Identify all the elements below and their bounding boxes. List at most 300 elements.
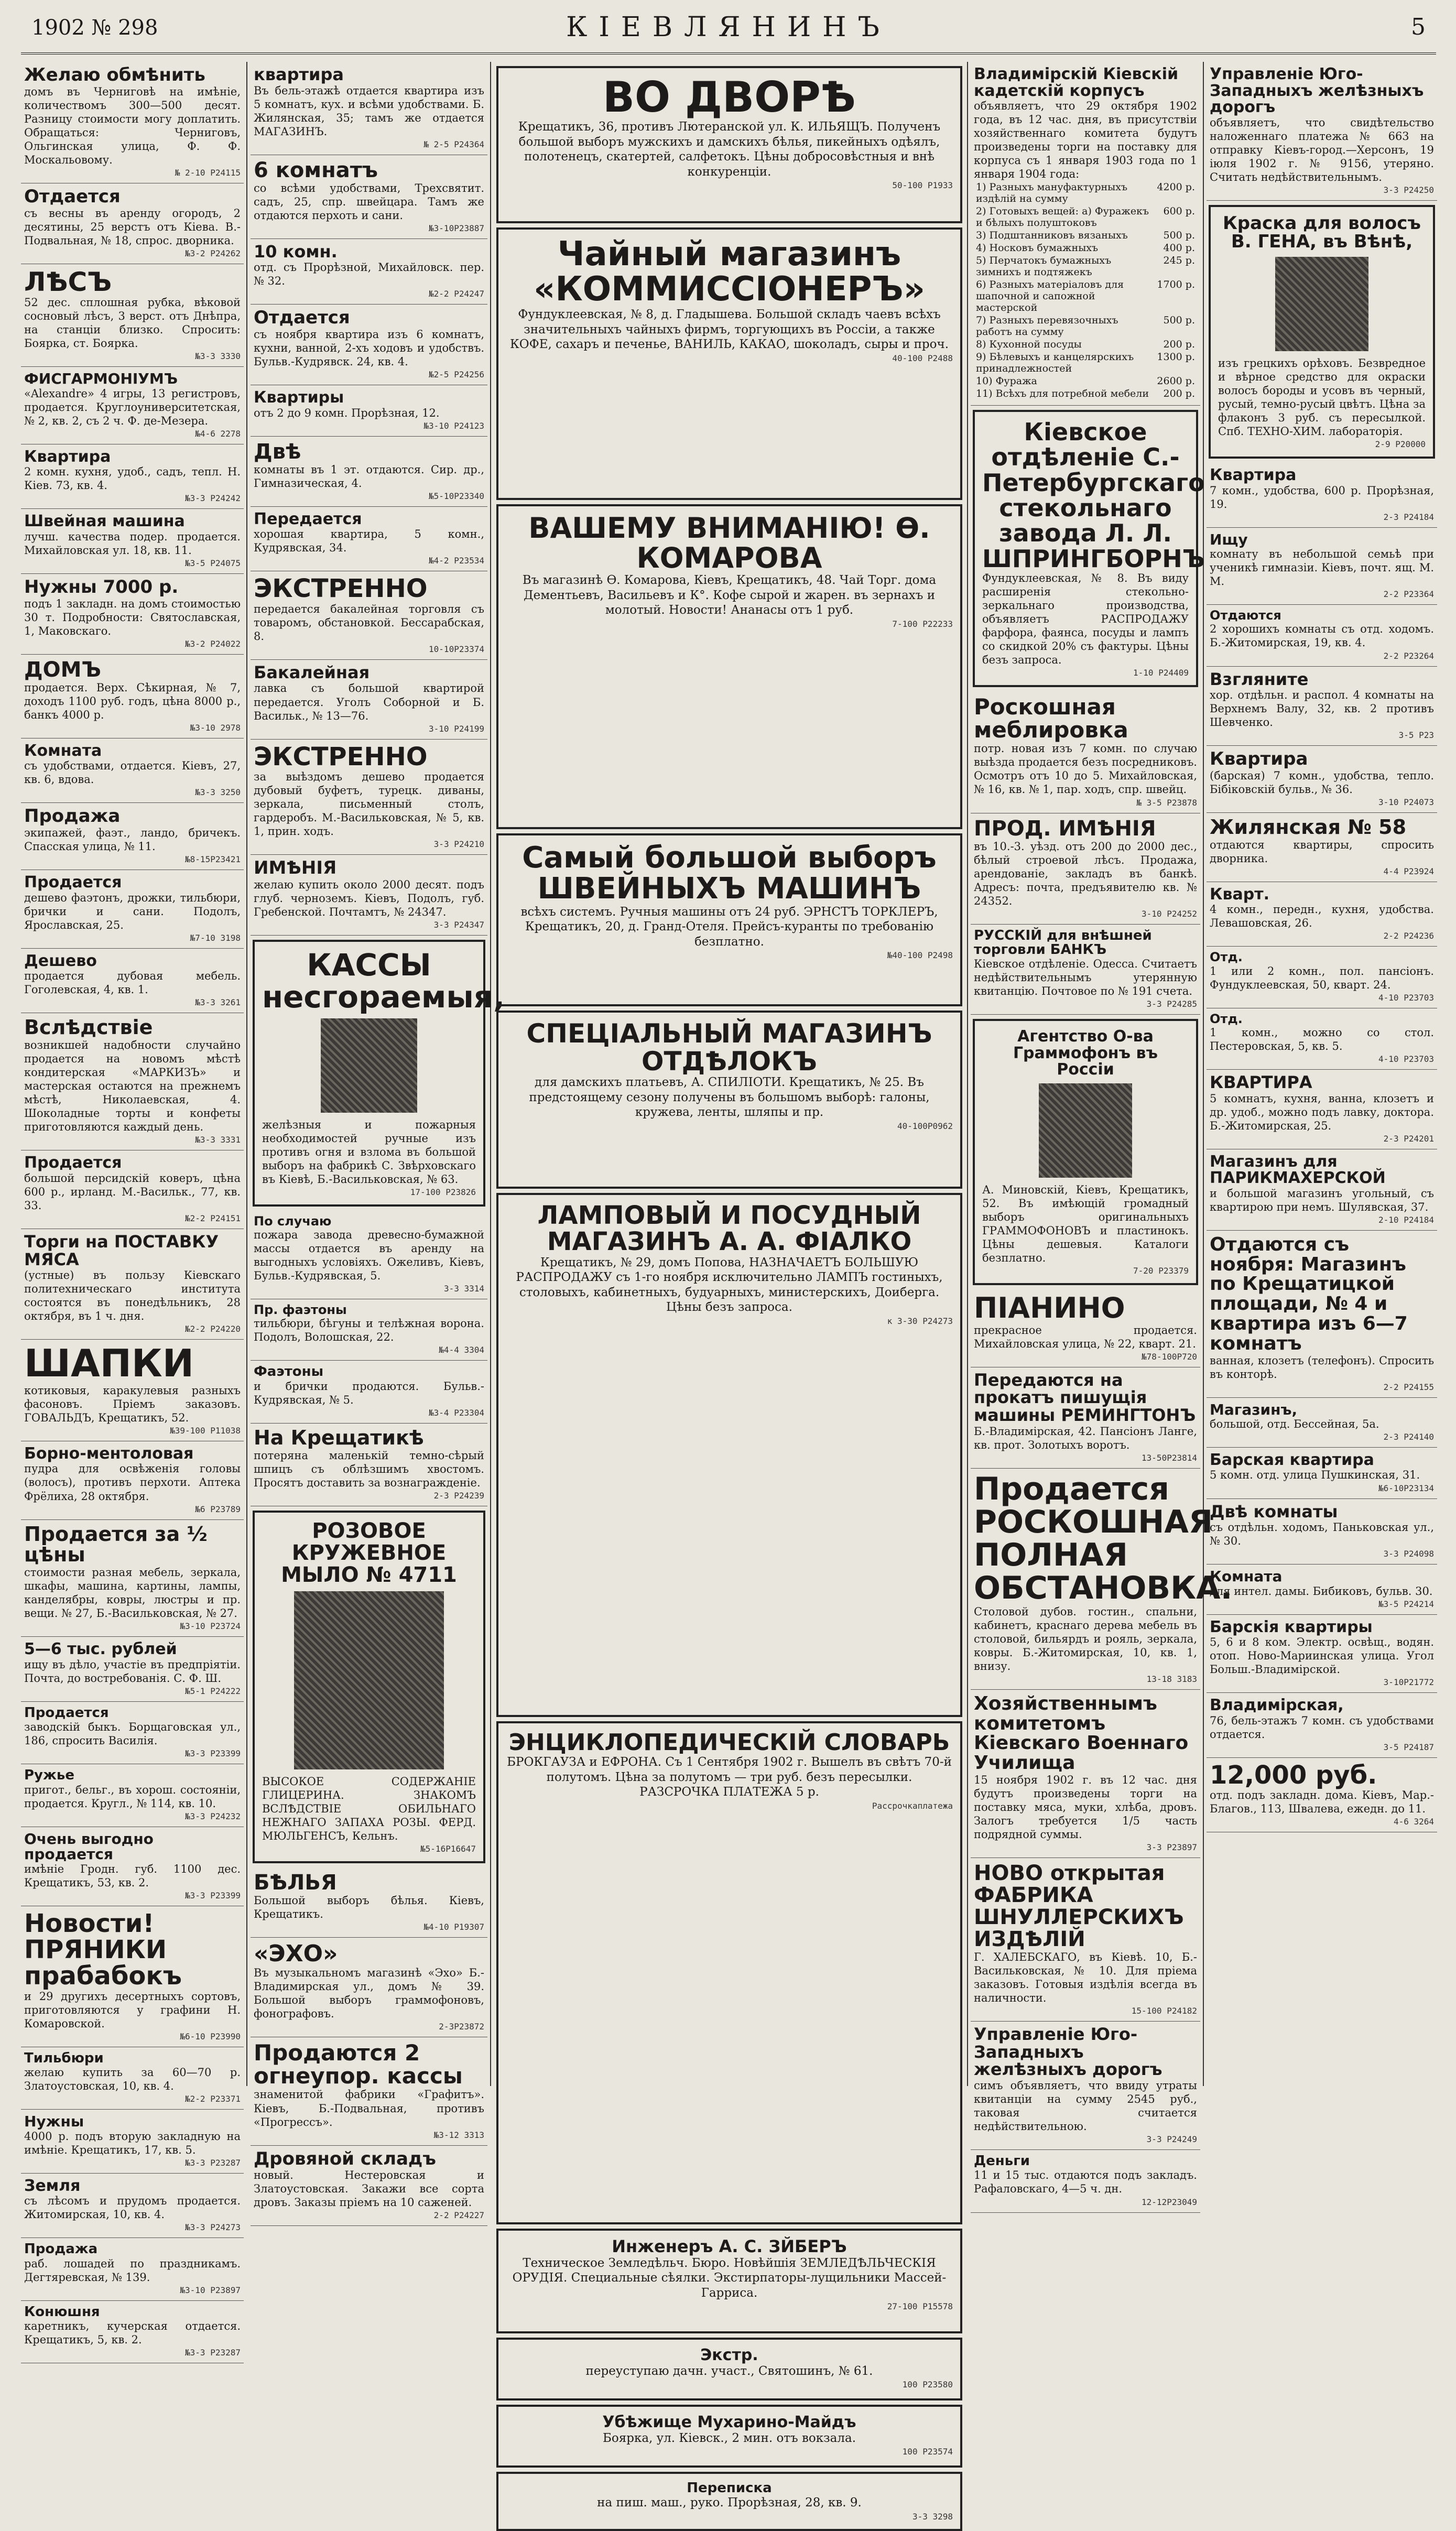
ad-text: желѣзныя и пожарныя необходимостей ручные изъ противъ огня и взлома въ большой выборъ на фабрикѣ С. Звѣрховскаго въ Кіевѣ, Б.-Васильковская, № 63.: [262, 1118, 476, 1186]
price-row: [974, 387, 1197, 400]
column-2: [251, 62, 505, 2221]
ad-reference-code: 3-3 Р24249: [1146, 2134, 1197, 2145]
col1-ad: [21, 183, 244, 264]
ad-heading: Земля: [24, 2176, 81, 2195]
ad-reference-code: 2-3 Р24140: [1383, 1431, 1434, 1442]
ad-illustration: [1039, 1083, 1132, 1178]
ad-heading: квартира: [254, 64, 344, 84]
ad-heading: Тильбюри: [24, 2050, 104, 2066]
ad-reference-code: №3-10 Р23724: [180, 1621, 241, 1632]
col1-ad: [21, 574, 244, 655]
ad-reference-code: 12-12Р23049: [1142, 2197, 1197, 2207]
price-row: [974, 205, 1197, 229]
ad-text: на пиш. маш., руко. Прорѣзная, 28, кв. 9.: [597, 2496, 862, 2510]
col2-ad: [251, 2146, 487, 2226]
ad-heading: Передается: [254, 509, 362, 528]
col1-ad: [21, 1150, 244, 1229]
ad-reference-code: №3-3 3331: [195, 1135, 241, 1145]
ad-heading: Швейная машина: [24, 512, 185, 531]
ad-text: съ отдѣльн. ходомъ, Паньковская ул., № 30.: [1210, 1521, 1434, 1548]
ad-heading: Квартира: [24, 447, 111, 466]
col1-ad: [21, 509, 244, 574]
price-item: 7) Разныхъ перевязочныхъ работъ на сумму: [976, 314, 1118, 338]
ad-text: отд. съ Прорѣзной, Михайловск. пер. № 32.: [254, 261, 484, 288]
col3-ad: [496, 2229, 962, 2333]
col5-ad: [1207, 1758, 1437, 1832]
ad-heading: Бакалейная: [254, 662, 370, 682]
ad-text: БРОКГАУЗА и ЕФРОНА. Съ 1 Сентября 1902 г. Вышелъ въ свѣтъ 70-й полутомъ. Цѣна за полутомъ — три руб. безъ пересылки. РАЗСРОЧКА ПЛАТЕЖА 5 р.: [507, 1755, 952, 1799]
ad-text: подъ 1 закладн. на домъ стоимостью 30 т. Подробности: Святославская, 1, Маковскаго.: [24, 597, 241, 637]
ad-text: желаю купить около 2000 десят. подъ глуб. черноземъ. Кіевъ, Подолъ, губ. Гребенской. Почтамтъ, № 24347.: [254, 878, 484, 918]
price-item: 11) Всѣхъ для потребной мебели: [976, 388, 1149, 400]
col2-ad: [251, 1361, 487, 1423]
ad-text: Боярка, ул. Кіевск., 2 мин. отъ вокзала.: [602, 2431, 856, 2445]
price-item: 10) Фуража: [976, 375, 1037, 387]
col3-ad: [496, 504, 962, 829]
col1-ad: [21, 1340, 244, 1441]
col2-ad: [251, 855, 487, 936]
ad-heading: ЛАМПОВЫЙ И ПОСУДНЫЙ МАГАЗИНЪ А. А. ФІАЛКО: [537, 1201, 921, 1257]
ad-text: (барская) 7 комн., удобства, тепло. Бібіковскій бульв., № 36.: [1210, 769, 1434, 796]
ad-text: 1 комн., можно со стол. Пестеровская, 5, кв. 5.: [1210, 1026, 1434, 1052]
ad-heading: Новости! ПРЯНИКИ прабабокъ: [24, 1908, 182, 1991]
ad-heading: ВО ДВОРѢ: [603, 73, 856, 122]
ad-reference-code: №6-10 Р23990: [180, 2031, 241, 2041]
ad-text: комнаты въ 1 эт. отдаются. Сир. др., Гимназическая, 4.: [254, 463, 484, 490]
ad-reference-code: №4-4 3304: [439, 1345, 484, 1355]
col1-ad: [21, 2110, 244, 2173]
ad-text: возникшей надобности случайно продается на новомъ мѣстѣ кондитерская «МАРКИЗЪ» и мастерская остаются на прежнемъ мѣстѣ, Николаевская, 4. Шоколадные торты и конфеты приготовляются каждый день.: [24, 1039, 241, 1134]
ad-text: и брички продаются. Бульв.-Кудрявская, № 5.: [254, 1379, 484, 1406]
price-row: [974, 351, 1197, 375]
ad-heading: ИМѢНІЯ: [254, 857, 337, 879]
col1-ad: [21, 1702, 244, 1764]
ad-text: Большой выборъ бѣлья. Кіевъ, Крещатикъ.: [254, 1894, 484, 1920]
col3-ad: [496, 833, 962, 1006]
ad-heading: Кварт.: [1210, 885, 1270, 904]
ad-text: и большой магазинъ угольный, съ квартирою при немъ. Шулявская, 37.: [1210, 1187, 1434, 1213]
ad-reference-code: 3-3 Р24210: [433, 839, 484, 850]
ad-heading: Продажа: [24, 2241, 98, 2257]
ad-text: и 29 другихъ десертныхъ сортовъ, приготовляются у графини Н. Комаровской.: [24, 1990, 241, 2030]
ad-reference-code: 3-3 3314: [443, 1284, 484, 1294]
ad-heading: Дешево: [24, 951, 97, 970]
col3-ad: [496, 1193, 962, 1717]
ad-reference-code: №3-10 Р23897: [180, 2285, 241, 2295]
ad-reference-code: 10-10Р23374: [429, 644, 484, 654]
ad-reference-code: 3-5 Р24187: [1383, 1742, 1434, 1752]
col1-ad: [21, 2238, 244, 2300]
ad-reference-code: №3-3 Р23287: [185, 2347, 241, 2358]
ad-reference-code: 2-3 Р24184: [1383, 512, 1434, 522]
ad-reference-code: №78-100Р720: [1142, 1351, 1197, 1362]
ad-reference-code: 3-3 Р24250: [1383, 184, 1434, 195]
ad-heading: Роскошная меблировка: [974, 694, 1128, 743]
ad-reference-code: №3-10Р23887: [429, 223, 484, 233]
col1-ad: [21, 1764, 244, 1827]
ad-reference-code: №3-5 Р24214: [1378, 1599, 1434, 1609]
col5-ad: [1207, 62, 1437, 201]
ad-heading: ДОМЪ: [24, 657, 102, 682]
col5-ad: [1207, 1448, 1437, 1499]
ad-reference-code: №5-1 Р24222: [185, 1686, 241, 1696]
ad-reference-code: 50-100 Р1933: [892, 180, 953, 191]
ad-text: 7 комн., удобства, 600 р. Прорѣзная, 19.: [1210, 484, 1434, 510]
price-value: 1700 р.: [1157, 279, 1195, 291]
ad-heading: Чайный магазинъ «КОММИССІОНЕРЪ»: [534, 235, 925, 309]
ad-reference-code: 1-10 Р24409: [1133, 668, 1189, 678]
col1-ad: [21, 1906, 244, 2047]
ad-reference-code: №6-10Р23134: [1378, 1483, 1434, 1493]
ad-heading: ШАПКИ: [24, 1341, 194, 1386]
ad-text: хорошая квартира, 5 комн., Кудрявская, 34.: [254, 528, 484, 555]
col5-ad: [1207, 882, 1437, 947]
col1-ad: [21, 1637, 244, 1702]
ad-heading: Торги на ПОСТАВКУ МЯСА: [24, 1231, 219, 1269]
ad-text: тильбюри, бѣгуны и телѣжная ворона. Подолъ, Волошская, 22.: [254, 1317, 484, 1344]
col5-ad: [1207, 1615, 1437, 1693]
col4-ad: [971, 1289, 1200, 1367]
col1-ad: [21, 264, 244, 367]
price-item: 2) Готовыхъ вещей: а) Фуражекъ и бѣлыхъ полуштоковъ: [976, 205, 1149, 229]
col5-ad: [1207, 1398, 1437, 1448]
ad-text: Въ магазинѣ Ѳ. Комарова, Кіевъ, Крещатикъ, 48. Чай Торг. дома Дементьевъ, Васильевъ и К°. Кофе сырой и жарен. въ зернахъ и молотый. Новости! Ананасы отъ 1 руб.: [522, 573, 937, 617]
col4-ad: [971, 62, 1200, 406]
ad-heading: ЭКСТРЕННО: [254, 742, 428, 772]
column-3: [494, 62, 964, 2522]
ad-heading: Деньги: [974, 2153, 1030, 2169]
ad-heading: Квартира: [1210, 748, 1308, 770]
col4-ad: [973, 1019, 1198, 1285]
ad-heading: Двѣ: [254, 439, 301, 464]
col2-ad: [251, 1211, 487, 1299]
ad-text: ВЫСОКОЕ СОДЕРЖАНІЕ ГЛИЦЕРИНА. ЗНАКОМЪ ВСЛѢДСТВІЕ ОБИЛЬНАГО НЕЖНАГО ЗАПАХА РОЗЫ. ФЕРД. МЮЛЬГЕНСЪ, Кельнъ.: [262, 1775, 476, 1842]
ad-heading: СПЕЦІАЛЬНЫЙ МАГАЗИНЪ ОТДѢЛОКЪ: [526, 1018, 932, 1077]
col4-ad: [971, 691, 1200, 813]
ad-heading: Инженеръ А. С. ЗЙБЕРЪ: [612, 2236, 847, 2256]
ad-text: 4 комн., передн., кухня, удобства. Левашовская, 26.: [1210, 903, 1434, 930]
ad-text: изъ грецкихъ орѣховъ. Безвредное и вѣрное средство для окраски волосъ бороды и усовъ въ черный, русый, темно-русый цвѣтъ. Цѣна за флаконъ 3 руб. съ пересылкой. Спб. ТЕХНО-ХИМ. лабораторія.: [1218, 357, 1426, 438]
ad-reference-code: 4-10 Р23703: [1378, 1053, 1434, 1064]
col5-ad: [1207, 1008, 1437, 1070]
ad-reference-code: 3-3 Р24098: [1383, 1549, 1434, 1559]
col3-ad: [496, 2405, 962, 2468]
ad-heading: Самый большой выборъ ШВЕЙНЫХЪ МАШИНЪ: [522, 841, 937, 906]
ad-reference-code: №2-5 Р24256: [429, 370, 484, 380]
ad-heading: ВАШЕМУ ВНИМАНІЮ! Ѳ. КОМАРОВА: [528, 512, 930, 574]
ad-text: Крещатикъ, 36, противъ Лютеранской ул. К. ИЛЬЯЩЪ. Полученъ большой выборъ мужскихъ и дамскихъ бѣлья, пикейныхъ одѣялъ, полотенецъ, скатертей, салфетокъ. Цѣны добросовѣстныя и внѣ конкуренціи.: [518, 120, 941, 179]
ad-text: отдаются квартиры, спросить дворника.: [1210, 838, 1434, 865]
ad-reference-code: 2-2 Р24236: [1383, 931, 1434, 941]
col4-ad: [973, 410, 1205, 687]
ad-reference-code: №3-10 Р24123: [423, 420, 484, 431]
ad-reference-code: 2-3Р23872: [439, 2022, 484, 2032]
ad-heading: Очень выгодно продается: [24, 1830, 154, 1863]
ad-heading: Двѣ комнаты: [1210, 1501, 1338, 1522]
ad-heading: Магазинъ,: [1210, 1400, 1298, 1418]
col4-ad: [971, 1858, 1200, 2022]
ad-text: Фундуклеевская, № 8. Въ виду расширенія стекольно-зеркальнаго производства, объявляетъ РАСПРОДАЖУ фарфора, фаянса, посуды и лампъ со скидкой 20% съ фактуры. Цѣны безъ запроса.: [982, 571, 1189, 667]
col5-ad: [1207, 746, 1437, 813]
ad-heading: Комната: [1210, 1568, 1283, 1585]
ad-reference-code: №3-2 Р24262: [185, 248, 241, 258]
ad-reference-code: №3-3 3250: [195, 787, 241, 798]
ad-heading: РОЗОВОЕ КРУЖЕВНОЕ МЫЛО № 4711: [281, 1518, 457, 1587]
ad-reference-code: № 3-5 Р23878: [1136, 797, 1197, 808]
ad-heading: Кіевское отдѣленіе С.-Петербургскаго стекольнаго завода Л. Л. ШПРИНГБОРНЪ: [982, 418, 1205, 573]
ad-heading: НОВО открытая ФАБРИКА ШНУЛЛЕРСКИХЪ ИЗДѢЛІЙ: [974, 1861, 1184, 1952]
col5-ad: [1207, 463, 1437, 528]
col5-ad: [1207, 1231, 1437, 1398]
col2-ad: [251, 660, 487, 740]
price-row: [974, 338, 1197, 351]
ad-text: А. Миновскій, Кіевъ, Крещатикъ, 52. Въ имѣющій громадный выборъ оригинальныхъ ГРАММОФОНОВЪ и пластинокъ. Цѣны дешевыя. Каталоги безплатно.: [982, 1183, 1189, 1264]
ad-heading: ФИСГАРМОНІУМЪ: [24, 370, 178, 388]
newspaper-title: КІЕВЛЯНИНЪ: [566, 12, 891, 43]
ad-heading: ПІАНИНО: [974, 1291, 1125, 1325]
col1-ad: [21, 738, 244, 803]
ad-text: 5, 6 и 8 ком. Электр. освѣщ., водян. отоп. Ново-Мариинская улица. Угол Больш.-Владимірской.: [1210, 1636, 1434, 1676]
page-number: 5: [1411, 14, 1426, 40]
col5-ad: [1207, 1693, 1437, 1758]
col1-ad: [21, 949, 244, 1014]
ad-text: симъ объявляетъ, что ввиду утраты квитанціи на сумму 2545 руб., таковая считается недѣйствительною.: [974, 2079, 1197, 2133]
ad-reference-code: №3-3 Р24232: [185, 1811, 241, 1821]
ad-heading: На Крещатикѣ: [254, 1426, 424, 1449]
ad-heading: Ищу: [1210, 530, 1248, 548]
ad-text: отъ 2 до 9 комн. Прорѣзная, 12.: [254, 406, 440, 419]
ad-heading: Убѣжище Мухарино-Майдъ: [602, 2413, 856, 2431]
col1-ad: [21, 803, 244, 870]
ad-heading: Краска для волосъ В. ГЕНА, въ Вѣнѣ,: [1223, 212, 1421, 253]
ad-text: передается бакалейная торговля съ товаромъ, обстановкой. Бессарабская, 8.: [254, 602, 484, 643]
ad-heading: Отдается: [24, 186, 121, 207]
ad-heading: Управленіе Юго-Западныхъ желѣзныхъ дорогъ: [974, 2024, 1162, 2080]
ad-text: ванная, клозетъ (телефонъ). Спросить въ конторѣ.: [1210, 1354, 1434, 1381]
ad-text: потеряна маленькій темно-сѣрый шпицъ съ облѣзшимъ хвостомъ. Просятъ доставить за вознагражденіе.: [254, 1449, 484, 1489]
col5-ad: [1207, 528, 1437, 605]
ad-reference-code: №5-16Р16647: [420, 1843, 476, 1854]
ad-reference-code: №4-2 Р23534: [429, 556, 484, 566]
price-value: 200 р.: [1163, 388, 1195, 400]
ad-reference-code: 7-20 Р23379: [1133, 1266, 1189, 1276]
ad-reference-code: №3-4 Р23304: [429, 1407, 484, 1418]
ad-text: въ 10.-3. уѣзд. отъ 200 до 2000 дес., бѣлый строевой лѣсъ. Продажа, арендованіе, закладъ въ банкѣ. Адресъ: почта, предъявителю кв. № 24352.: [974, 840, 1197, 907]
col1-ad: [21, 1827, 244, 1906]
col4-ad: [971, 2150, 1200, 2212]
ad-reference-code: 100 Р23574: [902, 2447, 953, 2457]
ad-text: 5 комнатъ, кухня, ванна, клозетъ и др. удоб., можно подъ лавку, доктора. Б.-Житомирская, 25.: [1210, 1092, 1434, 1132]
col5-ad: [1207, 605, 1437, 666]
ad-text: Г. ХАЛЕБСКАГО, въ Кіевѣ. 10, Б.-Васильковская, № 10. Для пріема заказовъ. Готовыя издѣлія всегда въ наличности.: [974, 1951, 1197, 2005]
ad-text: заводскій быкъ. Борщаговская ул., 186, спросить Василія.: [24, 1721, 241, 1747]
ad-heading: Продается РОСКОШНАЯ ПОЛНАЯ ОБСТАНОВКА.: [974, 1470, 1233, 1606]
ad-heading: Желаю обмѣнить: [24, 64, 205, 85]
ad-heading: Продается: [24, 1154, 122, 1172]
ad-heading: Взгляните: [1210, 669, 1309, 689]
price-row: [974, 375, 1197, 387]
masthead: [21, 0, 1436, 55]
ad-text: съ ноября квартира изъ 6 комнатъ, кухни, ванной, 2-хъ ходовъ и удобствъ. Бульв.-Кудрявск. 24, кв. 4.: [254, 328, 484, 368]
ad-reference-code: №2-2 Р23371: [185, 2094, 241, 2104]
col5-ad: [1207, 1565, 1437, 1614]
ad-heading: Управленіе Юго-Западныхъ желѣзныхъ дорогъ: [1210, 65, 1424, 116]
ad-heading: Переписка: [687, 2480, 772, 2496]
ad-text: 2 комн. кухня, удоб., садъ, тепл. Н. Кіев. 73, кв. 4.: [24, 465, 241, 492]
ad-heading: РУССКІЙ для внѣшней торговли БАНКЪ: [974, 927, 1152, 958]
price-value: 245 р.: [1163, 255, 1195, 267]
col2-ad: [253, 1511, 485, 1863]
col1-ad: [21, 367, 244, 444]
ad-text: домъ въ Черниговѣ на имѣніе, количествомъ 300—500 десят. Разницу стоимости могу доплатить. Обращаться: Черниговъ, Ольгинская улица, Ф. Ф. Москальовому.: [24, 85, 241, 166]
col1-ad: [21, 1229, 244, 1340]
ad-reference-code: №3-3 Р24242: [185, 493, 241, 504]
price-value: 500 р.: [1163, 314, 1195, 327]
ad-text: съ удобствами, отдается. Кіевъ, 27, кв. 6, вдова.: [24, 759, 241, 786]
price-item: 8) Кухонной посуды: [976, 339, 1082, 351]
col5-ad: [1207, 1499, 1437, 1565]
ad-heading: КВАРТИРА: [1210, 1072, 1312, 1092]
ad-heading: Квартиры: [254, 388, 344, 407]
price-item: 3) Подштанниковъ вязаныхъ: [976, 230, 1128, 242]
price-row: [974, 278, 1197, 314]
column-1: [21, 62, 244, 2358]
ad-reference-code: 3-10 Р24252: [1142, 908, 1197, 919]
ad-text: со всѣми удобствами, Трехсвятит. садъ, 25, спр. швейцара. Тамъ же отдаются перхоть и сани.: [254, 181, 484, 222]
ad-text: пригот., бельг., въ хорош. состояніи, продается. Кругл., № 114, кв. 10.: [24, 1783, 241, 1810]
ad-reference-code: 13-50Р23814: [1142, 1452, 1197, 1463]
ad-heading: Продается: [24, 1705, 109, 1721]
col2-ad: [251, 155, 487, 239]
ad-heading: Квартира: [1210, 466, 1297, 485]
price-value: 1300 р.: [1157, 351, 1195, 363]
ad-text: 11 и 15 тыс. отдаются подъ закладъ. Рафаловскаго, 4—5 ч. дн.: [974, 2169, 1197, 2196]
ad-heading: Отдаются съ ноября: Магазинъ по Крещатицкой площади, № 4 и квартира изъ 6—7 комнатъ: [1210, 1233, 1408, 1354]
ad-heading: Агентство О-ва Граммофонъ въ Россіи: [1013, 1027, 1158, 1079]
ad-reference-code: 2-2 Р23364: [1383, 589, 1434, 600]
ad-text: каретникъ, кучерская отдается. Крещатикъ, 5, кв. 2.: [24, 2319, 241, 2346]
col4-ad: [971, 1690, 1200, 1858]
ad-reference-code: 13-18 3183: [1146, 1674, 1197, 1684]
ad-illustration: [1275, 257, 1368, 351]
col1-ad: [21, 1520, 244, 1637]
ad-text: 52 дес. сплошная рубка, вѣковой сосновый лѣсъ, 3 верст. отъ Днѣпра, на станціи близко. Спросить: Боярка, ст. Боярка.: [24, 296, 241, 350]
price-row: [974, 242, 1197, 254]
ad-text: Техническое Земледѣльч. Бюро. Новѣйшія ЗЕМЛЕДѢЛЬЧЕСКІЯ ОРУДІЯ. Специальные сѣялки. Экстирпаторы-лущильники Массей-Гарриса.: [512, 2256, 947, 2300]
ad-text: 15 ноября 1902 г. въ 12 час. дня будутъ произведены торги на поставку мяса, муки, хлѣба, дровъ. Залогъ требуется 1/5 часть подрядной суммы.: [974, 1773, 1197, 1841]
ad-heading: По случаю: [254, 1213, 332, 1229]
ad-heading: Фаэтоны: [254, 1364, 324, 1380]
col2-ad: [251, 239, 487, 305]
col4-ad: [971, 1367, 1200, 1469]
ad-reference-code: №3-2 Р24022: [185, 638, 241, 649]
ad-heading: Отдаются: [1210, 608, 1281, 623]
ad-heading: Продажа: [24, 806, 121, 827]
ad-heading: ЭНЦИКЛОПЕДИЧЕСКІЙ СЛОВАРЬ: [508, 1729, 950, 1756]
ad-text: продается дубовая мебель. Гоголевская, 4, кв. 1.: [24, 970, 241, 996]
price-row: [974, 181, 1197, 205]
ad-text: лучш. качества подер. продается. Михайловская ул. 18, кв. 11.: [24, 530, 241, 557]
ad-reference-code: 7-100 Р22233: [892, 618, 953, 629]
col5-ad: [1207, 1149, 1437, 1231]
ad-reference-code: 4-4 Р23924: [1383, 866, 1434, 876]
ad-text: желаю купить за 60—70 р. Златоустовская, 10, кв. 4.: [24, 2066, 241, 2093]
ad-reference-code: 2-2 Р24155: [1383, 1382, 1434, 1392]
price-value: 400 р.: [1163, 242, 1195, 254]
ad-text: Столовой дубов. гостин., спальни, кабинетъ, краснаго дерева мебель въ столовой, бильярдъ и рояль, зеркала, ковры. Б.-Житомирская, 10, кв. 1, внизу.: [974, 1605, 1197, 1672]
ad-heading: Передаются на прокатъ пишущія машины РЕМИНГТОНЪ: [974, 1370, 1196, 1425]
price-item: 5) Перчатокъ бумажныхъ зимнихъ и подтяжекъ: [976, 255, 1112, 278]
ad-reference-code: № 2-10 Р24115: [175, 167, 241, 178]
col2-ad: [251, 385, 487, 437]
ad-heading: Продаются 2 огнеупор. кассы: [254, 2040, 463, 2089]
ad-heading: Магазинъ для ПАРИКМАХЕРСКОЙ: [1210, 1152, 1386, 1188]
price-item: 6) Разныхъ матеріаловъ для шапочной и сапожной мастерской: [976, 279, 1124, 314]
ad-heading: Жилянская № 58: [1210, 815, 1407, 839]
col3-ad: [496, 1721, 962, 2224]
ad-text: 76, бель-этажъ 7 комн. съ удобствами отдается.: [1210, 1714, 1434, 1741]
ad-text: Б.-Владимірская, 42. Пансіонъ Ланге, кв. прот. Золотыхъ воротъ.: [974, 1425, 1197, 1451]
ad-reference-code: 4-6 3264: [1393, 1817, 1434, 1827]
ad-reference-code: 3-10 Р24073: [1378, 797, 1434, 807]
ad-reference-code: 17-100 Р23826: [410, 1187, 476, 1197]
ad-reference-code: №8-15Р23421: [185, 854, 241, 865]
ad-text: Кіевское отдѣленіе. Одесса. Считаетъ недѣйствительнымъ утерянную квитанцію. Почтовое по № 191 счета.: [974, 958, 1197, 998]
ad-heading: Нужны: [24, 2113, 84, 2131]
ad-text: отд. подъ закладн. дома. Кіевъ, Мар.-Благов., 113, Швалева, ежедн. до 11.: [1210, 1789, 1434, 1816]
ad-reference-code: №4-6 2278: [195, 428, 241, 439]
ad-text: 5 комн. отд. улица Пушкинская, 31.: [1210, 1469, 1420, 1482]
ad-text: для дамскихъ платьевъ, А. СПИЛІОТИ. Крещатикъ, № 25. Въ предстоящему сезону получены въ большомъ выборѣ: галоны, кружева, ленты, шляпы и пр.: [529, 1076, 930, 1120]
ad-heading: Пр. фаэтоны: [254, 1302, 347, 1318]
ad-heading: Отд.: [1210, 1011, 1243, 1026]
ad-text: экипажей, фаэт., ландо, бричекъ. Спасская улица, № 11.: [24, 827, 241, 853]
col1-ad: [21, 870, 244, 949]
ad-reference-code: 27-100 Р15578: [887, 2301, 953, 2312]
ad-text: пожара завода древесно-бумажной массы отдается въ аренду на выгодныхъ условіяхъ. Ожеливъ, Кіевъ, Бульв.-Кудрявская, 5.: [254, 1229, 484, 1283]
ad-text: потр. новая изъ 7 комн. по случаю выѣзда продается безъ посредниковъ. Осмотръ отъ 10 до 5. Михайловская, № 16, кв. № 1, пар. ходъ, спр. швейц.: [974, 742, 1197, 796]
ad-reference-code: 2-9 Р20000: [1375, 439, 1426, 450]
ad-text: всѣхъ системъ. Ручныя машины отъ 24 руб. ЭРНСТЪ ТОРКЛЕРЪ, Крещатикъ, 20, д. Гранд-Отеля. Прейсъ-куранты по требованію безплатно.: [520, 905, 938, 949]
ad-heading: Отдается: [254, 307, 350, 329]
col1-ad: [21, 1013, 244, 1150]
ad-reference-code: Рассрочкаплатежа: [872, 1800, 953, 1811]
ad-reference-code: №40-100 Р2498: [887, 950, 953, 961]
ad-text: объявляетъ, что 29 октября 1902 года, въ 12 час. дня, въ присутствіи хозяйственнаго комитета будутъ произведены торги на поставку для корпуса съ 1 января 1903 года по 1 января 1904 года:: [974, 100, 1197, 181]
col1-ad: [21, 1441, 244, 1520]
ad-heading: 10 комн.: [254, 241, 338, 262]
ad-reference-code: 40-100Р0962: [897, 1121, 953, 1131]
ad-reference-code: 3-5 Р23: [1398, 730, 1434, 741]
ad-reference-code: №39-100 Р11038: [170, 1425, 241, 1436]
ad-reference-code: №3-5 Р24075: [185, 558, 241, 568]
ad-reference-code: 3-3 Р23897: [1146, 1842, 1197, 1853]
ad-text: новый. Нестеровская и Златоустовская. Закажи все сорта дровъ. Заказы пріемъ на 10 саженей.: [254, 2169, 484, 2209]
col2-ad: [253, 940, 505, 1207]
ad-text: прекрасное продается. Михайловская улица, № 22, кварт. 21.: [974, 1323, 1197, 1350]
col1-ad: [21, 2174, 244, 2239]
ad-heading: Комната: [24, 741, 102, 760]
col2-ad: [251, 507, 487, 572]
col3-ad: [496, 66, 962, 223]
ad-heading: Борно-ментоловая: [24, 1444, 194, 1463]
ad-text: продается. Верх. Сѣкирная, № 7, доходъ 1100 руб. годъ, цѣна 8000 р., банкъ 4000 р.: [24, 681, 241, 721]
ad-heading: Отд.: [1210, 950, 1243, 965]
ad-text: переуступаю дачн. участ., Святошинъ, № 61.: [585, 2364, 873, 2378]
ad-reference-code: №3-3 Р23399: [185, 1748, 241, 1759]
ad-text: большой персидскій коверъ, цѣна 600 р., ирланд. М.-Васильк., 77, кв. 33.: [24, 1171, 241, 1212]
col5-ad: [1207, 813, 1437, 882]
